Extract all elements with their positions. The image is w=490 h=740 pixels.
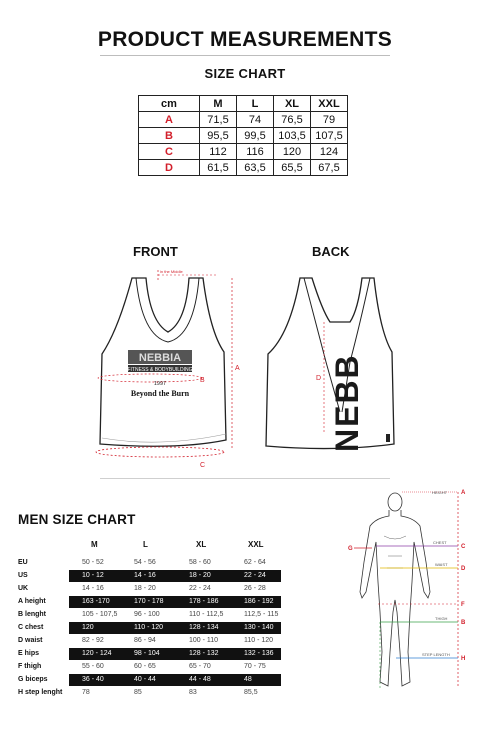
table-row [18, 635, 288, 647]
table-cell: 105 - 107,5 [82, 611, 118, 618]
table-cell: 110 - 112,5 [189, 611, 224, 618]
col-header-m: M [200, 96, 237, 112]
front-tank-top [96, 269, 240, 469]
row-label: A [139, 112, 200, 128]
table-cell: 128 - 134 [189, 624, 219, 631]
table-cell: 103,5 [274, 128, 311, 144]
table-cell: 10 - 12 [82, 572, 104, 579]
height-label: HEIGHT [432, 490, 448, 495]
table-cell: 186 - 192 [244, 598, 274, 605]
table-cell: 67,5 [311, 160, 348, 176]
col-header-l: L [237, 96, 274, 112]
row-label: US [18, 572, 28, 579]
front-logo-text: NEBBIA [138, 352, 182, 364]
size-chart-title: SIZE CHART [204, 66, 286, 81]
table-cell: 62 - 64 [244, 559, 266, 566]
waist-letter: D [461, 566, 466, 572]
table-cell: 120 [274, 144, 311, 160]
table-cell: 86 - 94 [134, 637, 156, 644]
row-label: A height [18, 598, 46, 605]
table-row [18, 570, 288, 582]
row-label: D [139, 160, 200, 176]
dim-c-label: C [200, 462, 206, 469]
page-title: PRODUCT MEASUREMENTS [97, 28, 393, 51]
step-length-letter: H [461, 656, 466, 662]
garment-illustration [0, 262, 490, 474]
table-row [139, 144, 348, 160]
chest-letter: C [461, 544, 466, 550]
dim-d-label: D [316, 375, 322, 382]
table-row [139, 112, 348, 128]
table-cell: 44 - 48 [189, 676, 211, 683]
thigh-label: THIGH [435, 616, 448, 621]
chest-label: CHEST [433, 540, 447, 545]
table-row [139, 160, 348, 176]
table-cell: 120 [82, 624, 94, 631]
table-cell: 18 - 20 [189, 572, 211, 579]
biceps-letter: G [348, 546, 353, 552]
step-length-label: STEP LENGTH [422, 652, 450, 657]
row-label: F thigh [18, 663, 42, 670]
table-cell: 130 - 140 [244, 624, 274, 631]
table-cell: 95,5 [200, 128, 237, 144]
table-cell: 107,5 [311, 128, 348, 144]
size-chart-table [138, 95, 348, 176]
row-label: H step lenght [18, 689, 63, 696]
table-cell: 99,5 [237, 128, 274, 144]
table-cell: 40 - 44 [134, 676, 156, 683]
table-row [18, 583, 288, 595]
table-cell: 110 - 120 [134, 624, 164, 631]
table-cell: 110 - 120 [244, 637, 274, 644]
back-print: NEBB [329, 353, 365, 452]
men-size-chart-title: MEN SIZE CHART [18, 512, 136, 527]
table-cell: 124 [311, 144, 348, 160]
waist-label: WAIST [435, 562, 448, 567]
table-cell: 74 [237, 112, 274, 128]
table-cell: 78 [82, 689, 90, 696]
table-cell: 98 - 104 [134, 650, 160, 657]
table-cell: 36 - 40 [82, 676, 104, 683]
table-cell: 82 - 92 [82, 637, 104, 644]
row-label: B [139, 128, 200, 144]
table-cell: 54 - 56 [134, 559, 156, 566]
body-measurement-figure [340, 482, 490, 700]
table-cell: 22 - 24 [244, 572, 266, 579]
table-cell: 85,5 [244, 689, 258, 696]
row-label: C chest [18, 624, 44, 631]
row-label: C [139, 144, 200, 160]
table-cell: 50 - 52 [82, 559, 104, 566]
table-cell: 48 [244, 676, 252, 683]
table-cell: 55 - 60 [82, 663, 104, 670]
table-cell: 22 - 24 [189, 585, 211, 592]
dim-b-label: B [200, 377, 205, 384]
table-cell: 85 [134, 689, 142, 696]
table-cell: 65,5 [274, 160, 311, 176]
table-cell: 65 - 70 [189, 663, 211, 670]
row-label: UK [18, 585, 29, 592]
table-cell: 26 - 28 [244, 585, 266, 592]
table-cell: 128 - 132 [189, 650, 219, 657]
row-label: D waist [18, 637, 43, 644]
table-row [18, 622, 288, 634]
front-label: FRONT [133, 244, 178, 259]
table-row [18, 609, 288, 621]
table-cell: 76,5 [274, 112, 311, 128]
title-divider [100, 55, 390, 56]
unit-header: cm [139, 96, 200, 112]
table-cell: 60 - 65 [134, 663, 156, 670]
table-cell: 112,5 - 115 [244, 611, 279, 618]
table-row [18, 557, 288, 569]
table-cell: 70 - 75 [244, 663, 266, 670]
middle-note: in the Middle [160, 269, 183, 274]
table-cell: 120 - 124 [82, 650, 112, 657]
table-cell: 71,5 [200, 112, 237, 128]
table-row [18, 661, 288, 673]
body-outline [360, 493, 430, 686]
table-cell: 96 - 100 [134, 611, 160, 618]
table-cell: 116 [237, 144, 274, 160]
table-cell: 18 - 20 [134, 585, 156, 592]
section-divider [100, 478, 390, 479]
men-size-table [18, 540, 298, 710]
table-row [139, 128, 348, 144]
hips-letter: F [461, 602, 465, 608]
men-col-header-xxl: XXL [248, 540, 264, 549]
table-cell: 58 - 60 [189, 559, 211, 566]
table-cell: 112 [200, 144, 237, 160]
table-cell: 163 -170 [82, 598, 110, 605]
dim-a-label: A [235, 365, 240, 372]
row-label: EU [18, 559, 28, 566]
back-tank-top [266, 278, 394, 452]
row-label: B lenght [18, 611, 46, 618]
back-label: BACK [312, 244, 350, 259]
table-cell: 79 [311, 112, 348, 128]
thigh-letter: B [461, 620, 466, 626]
table-row [18, 648, 288, 660]
men-col-header-l: L [143, 540, 148, 549]
men-col-header-m: M [91, 540, 98, 549]
table-cell: 132 - 136 [244, 650, 274, 657]
table-cell: 63,5 [237, 160, 274, 176]
table-row [18, 687, 288, 699]
front-logo-year: 1997 [153, 381, 167, 387]
table-cell: 14 - 16 [82, 585, 104, 592]
table-row [18, 674, 288, 686]
table-cell: 178 - 186 [189, 598, 219, 605]
front-logo-sub: FITNESS & BODYBUILDING [127, 367, 193, 373]
size-chart-header-row [139, 96, 348, 112]
row-label: G biceps [18, 676, 48, 683]
table-cell: 170 - 178 [134, 598, 164, 605]
col-header-xxl: XXL [311, 96, 348, 112]
table-cell: 61,5 [200, 160, 237, 176]
table-cell: 83 [189, 689, 197, 696]
height-letter: A [461, 490, 466, 496]
front-slogan: Beyond the Burn [130, 389, 190, 398]
col-header-xl: XL [274, 96, 311, 112]
men-col-header-xl: XL [196, 540, 207, 549]
table-cell: 100 - 110 [189, 637, 219, 644]
table-row [18, 596, 288, 608]
table-cell: 14 - 16 [134, 572, 156, 579]
row-label: E hips [18, 650, 40, 657]
